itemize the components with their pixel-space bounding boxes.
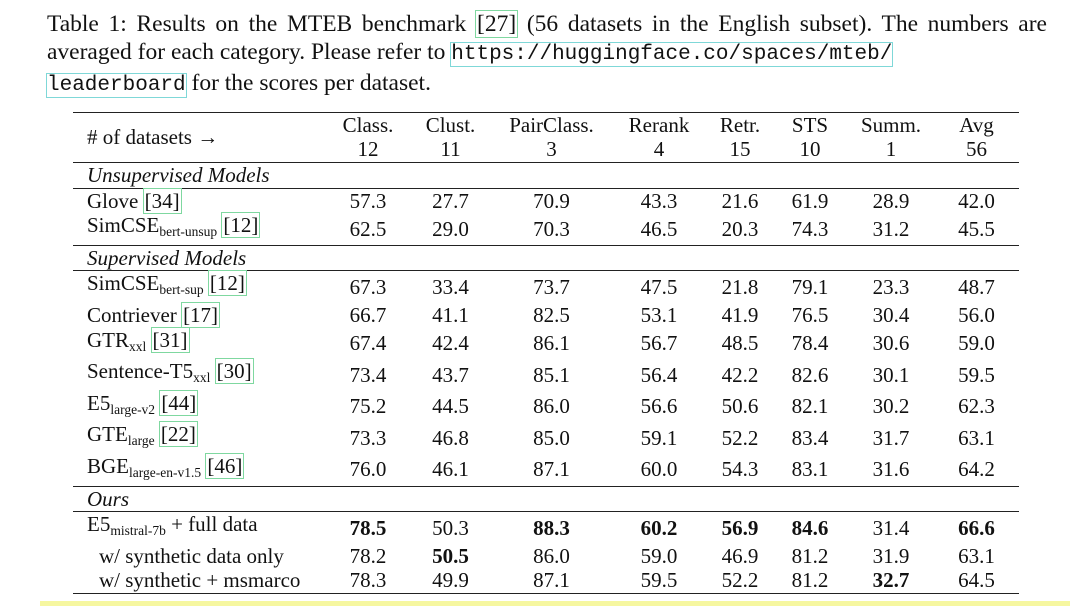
section-title: Supervised Models: [73, 245, 1019, 271]
score-cell: 31.9: [872, 543, 910, 568]
score-cell: 41.1: [432, 302, 469, 327]
score-cell: 47.5: [640, 274, 678, 299]
score-cell: 63.1: [958, 425, 995, 450]
score-cell: 52.2: [708, 568, 772, 593]
score-cell: 52.2: [721, 425, 759, 450]
score-cell: 76.5: [791, 302, 829, 327]
table-row: [73, 188, 1019, 213]
citation-link[interactable]: [22]: [160, 422, 196, 447]
citation-link[interactable]: [12]: [223, 213, 259, 238]
score-cell: 76.0: [328, 454, 408, 486]
citation-link[interactable]: [34]: [144, 188, 180, 213]
citation-link[interactable]: [17]: [183, 302, 219, 327]
score-cell: 60.2: [640, 515, 678, 540]
score-cell: 79.1: [791, 274, 829, 299]
citation-link[interactable]: [30]: [216, 359, 252, 384]
model-name: SimCSE$_{bert-unsup}$ [12]: [73, 213, 328, 245]
score-cell: 82.6: [791, 362, 829, 387]
score-cell: 60.0: [610, 454, 708, 486]
col-class: Class. 12: [328, 113, 408, 163]
score-cell: 62.3: [958, 394, 995, 419]
highlight-bar: [40, 601, 1070, 606]
score-cell: 31.2: [848, 213, 934, 245]
score-cell: 31.7: [872, 425, 910, 450]
score-cell: 75.2: [349, 394, 387, 419]
table-row: [73, 271, 1019, 303]
citation-link[interactable]: [46]: [207, 453, 243, 478]
section-row-ours: [73, 486, 1019, 512]
score-cell: 85.0: [533, 425, 570, 450]
score-cell: 85.1: [533, 362, 570, 387]
score-cell: 59.5: [610, 568, 708, 593]
score-cell: 56.9: [721, 515, 759, 540]
score-cell: 67.4: [349, 331, 387, 356]
citation-link-mteb[interactable]: [27]: [477, 11, 517, 37]
section-row-supervised: [73, 245, 1019, 271]
score-cell: 30.6: [872, 331, 910, 356]
score-cell: 64.5: [934, 568, 1019, 593]
col-pairclass: PairClass. 3: [493, 113, 610, 163]
score-cell: 81.2: [791, 543, 829, 568]
score-cell: 63.1: [958, 543, 995, 568]
leaderboard-url-link[interactable]: https://huggingface.co/spaces/mteb/ leaderboard: [47, 43, 893, 97]
score-cell: 62.5: [328, 213, 408, 245]
section-title: Unsupervised Models: [73, 163, 1019, 189]
col-avg: Avg 56: [934, 113, 1019, 163]
score-cell: 46.5: [610, 213, 708, 245]
table-row: [73, 359, 1019, 391]
score-cell: 61.9: [791, 188, 829, 213]
score-cell: 43.3: [640, 188, 678, 213]
score-cell: 21.8: [721, 274, 759, 299]
score-cell: 33.4: [432, 274, 469, 299]
score-cell: 30.4: [872, 302, 910, 327]
score-cell: 70.9: [533, 188, 570, 213]
score-cell: 56.4: [640, 362, 678, 387]
col-sts: STS 10: [772, 113, 848, 163]
table-row: [73, 213, 1019, 245]
table-row: [73, 454, 1019, 486]
table-row: [73, 512, 1019, 544]
score-cell: 50.5: [432, 543, 469, 568]
table-row: [73, 303, 1019, 328]
score-cell: 66.6: [958, 515, 995, 540]
score-cell: 53.1: [640, 302, 678, 327]
table-row: [73, 544, 1019, 569]
score-cell: 64.2: [934, 454, 1019, 486]
col-summ: Summ. 1: [848, 113, 934, 163]
section-title: Ours: [73, 486, 1019, 512]
score-cell: 44.5: [432, 394, 469, 419]
score-cell: 66.7: [349, 302, 387, 327]
score-cell: 59.1: [640, 425, 678, 450]
section-row-unsupervised: [73, 163, 1019, 189]
score-cell: 73.7: [533, 274, 570, 299]
score-cell: 20.3: [708, 213, 772, 245]
score-cell: 83.1: [772, 454, 848, 486]
score-cell: 29.0: [408, 213, 493, 245]
score-cell: 84.6: [791, 515, 829, 540]
score-cell: 83.4: [791, 425, 829, 450]
score-cell: 46.1: [408, 454, 493, 486]
model-name: Glove [34]: [87, 188, 180, 213]
score-cell: 46.8: [432, 425, 469, 450]
score-cell: 28.9: [872, 188, 910, 213]
score-cell: 42.2: [721, 362, 759, 387]
model-name: $GTR_{xxl}$ [31]: [87, 327, 188, 354]
model-name: Sentence-$T5_{xxl}$ [30]: [87, 359, 252, 386]
score-cell: 46.9: [721, 543, 759, 568]
score-cell: 48.5: [721, 331, 759, 356]
header-label: # of datasets →: [73, 113, 328, 163]
model-name: w/ synthetic data only: [99, 543, 284, 568]
score-cell: 23.3: [872, 274, 910, 299]
score-cell: 56.6: [640, 394, 678, 419]
score-cell: 45.5: [934, 213, 1019, 245]
score-cell: 73.4: [349, 362, 387, 387]
score-cell: 67.3: [349, 274, 387, 299]
score-cell: 82.5: [533, 302, 570, 327]
score-cell: 78.2: [349, 543, 387, 568]
results-table: [73, 112, 1019, 594]
score-cell: 81.2: [772, 568, 848, 593]
score-cell: 86.1: [533, 331, 570, 356]
score-cell: 30.2: [872, 394, 910, 419]
table-row: [73, 328, 1019, 360]
model-name: $E5_{large-v2}$ [44]: [87, 390, 197, 417]
score-cell: 49.9: [408, 568, 493, 593]
score-cell: 48.7: [958, 274, 995, 299]
score-cell: 59.0: [958, 331, 995, 356]
score-cell: 50.6: [721, 394, 759, 419]
table-row: [73, 391, 1019, 423]
score-cell: 88.3: [533, 515, 570, 540]
score-cell: 42.0: [958, 188, 995, 213]
score-cell: 27.7: [432, 188, 469, 213]
score-cell: 87.1: [493, 568, 610, 593]
table-caption: Table 1: Results on the MTEB benchmark [27] (56 datasets in the English subset). The numbers are averaged for each category. Please refer to https://huggingface.co/spaces/mteb/ leaderboard for the scores per dataset.: [47, 11, 1047, 97]
score-cell: 86.0: [533, 543, 570, 568]
score-cell: 86.0: [533, 394, 570, 419]
model-name: $E5_{mistral-7b}$ + full data: [87, 512, 258, 539]
model-name: SimCSE$_{bert-sup}$ [12]: [87, 271, 245, 298]
table-row: [73, 568, 1019, 593]
model-name: w/ synthetic + msmarco: [73, 568, 328, 593]
score-cell: 42.4: [432, 331, 469, 356]
score-cell: 73.3: [349, 425, 387, 450]
score-cell: 78.4: [791, 331, 829, 356]
col-clust: Clust. 11: [408, 113, 493, 163]
score-cell: 74.3: [772, 213, 848, 245]
model-name: $BGE_{large-en-v1.5}$ [46]: [73, 454, 328, 486]
citation-link[interactable]: [12]: [209, 271, 245, 296]
model-name: $GTE_{large}$ [22]: [87, 422, 196, 449]
score-cell: 57.3: [349, 188, 387, 213]
col-rerank: Rerank 4: [610, 113, 708, 163]
score-cell: 70.3: [493, 213, 610, 245]
header-row: [73, 113, 1019, 163]
citation-link[interactable]: [44]: [161, 390, 197, 415]
model-name: Contriever [17]: [87, 302, 219, 327]
score-cell: 21.6: [721, 188, 759, 213]
score-cell: 56.7: [640, 331, 678, 356]
score-cell: 78.3: [328, 568, 408, 593]
score-cell: 59.0: [640, 543, 678, 568]
score-cell: 56.0: [958, 302, 995, 327]
score-cell: 32.7: [848, 568, 934, 593]
citation-link[interactable]: [31]: [152, 327, 188, 352]
score-cell: 59.5: [958, 362, 995, 387]
score-cell: 31.4: [872, 515, 910, 540]
score-cell: 30.1: [872, 362, 910, 387]
score-cell: 78.5: [349, 515, 387, 540]
score-cell: 87.1: [493, 454, 610, 486]
score-cell: 54.3: [708, 454, 772, 486]
score-cell: 82.1: [791, 394, 829, 419]
score-cell: 41.9: [721, 302, 759, 327]
score-cell: 43.7: [432, 362, 469, 387]
table-row: [73, 422, 1019, 454]
score-cell: 50.3: [432, 515, 469, 540]
col-retr: Retr. 15: [708, 113, 772, 163]
score-cell: 31.6: [848, 454, 934, 486]
